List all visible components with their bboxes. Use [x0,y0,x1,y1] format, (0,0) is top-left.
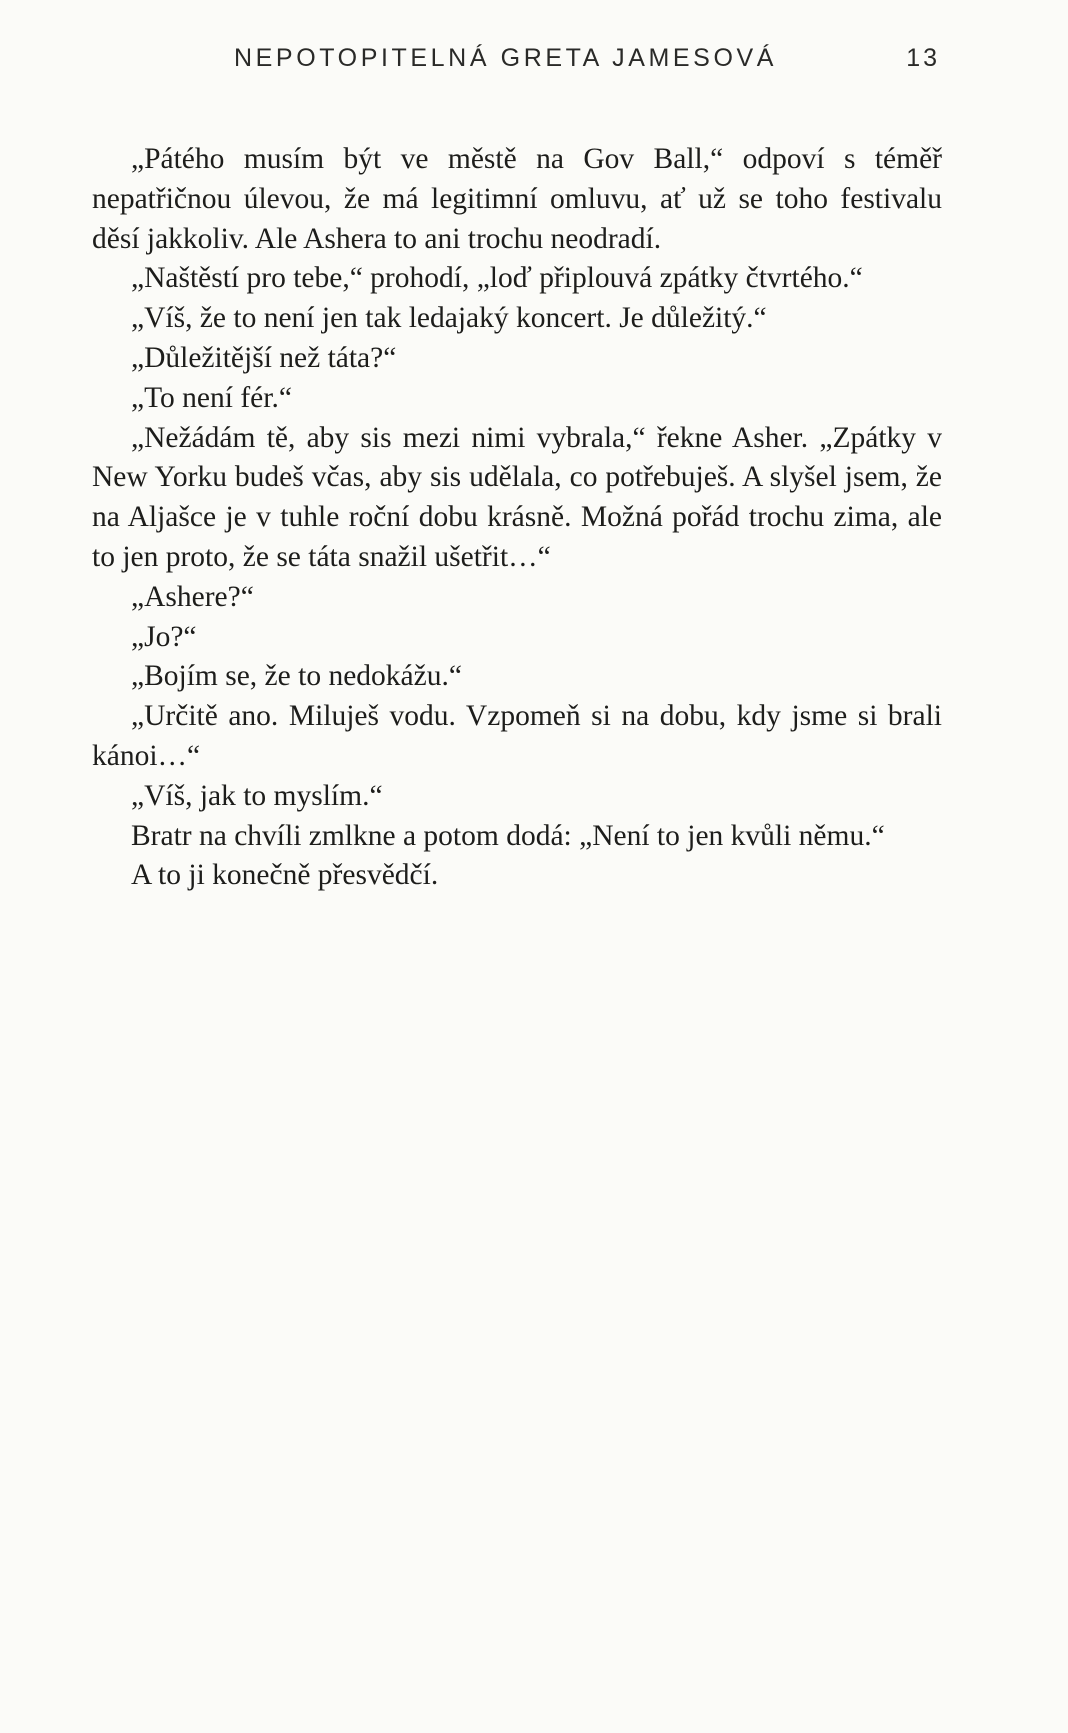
paragraph: „Pátého musím být ve městě na Gov Ball,“ odpoví s téměř nepatřičnou úlevou, že má legitimní omluvu, ať už se toho festivalu děsí jakkoliv. Ale Ashera to ani trochu neodradí. [92,143,942,255]
paragraph: „Víš, jak to myslím.“ [131,779,383,812]
paragraph: „Víš, že to není jen tak ledajaký koncert. Je důležitý.“ [131,302,767,335]
body-text [92,140,942,896]
paragraph: „Určitě ano. Miluješ vodu. Vzpomeň si na dobu, kdy jsme si brali kánoi…“ [92,700,942,772]
paragraph: „Nežádám tě, aby sis mezi nimi vybrala,“ řekne Asher. „Zpátky v New Yorku budeš včas, aby sis udělala, co potřebuješ. A slyšel jsem, že na Aljašce je v tuhle roční dobu krásně. Možná pořád trochu zima, ale to jen proto, že se táta snažil ušetřit…“ [92,421,942,573]
paragraph: „Jo?“ [131,620,197,653]
paragraph: „To není fér.“ [131,381,292,414]
paragraph: A to ji konečně přesvědčí. [131,859,439,892]
paragraph: „Bojím se, že to nedokážu.“ [131,660,462,693]
paragraph: „Ashere?“ [131,580,254,613]
page-number: 13 [906,44,940,72]
running-head [0,44,1068,84]
running-title: NEPOTOPITELNÁ GRETA JAMESOVÁ [234,44,778,72]
paragraph: „Naštěstí pro tebe,“ prohodí, „loď připlouvá zpátky čtvrtého.“ [131,262,863,295]
paragraph: Bratr na chvíli zmlkne a potom dodá: „Není to jen kvůli němu.“ [131,819,885,852]
paragraph: „Důležitější než táta?“ [131,341,397,374]
